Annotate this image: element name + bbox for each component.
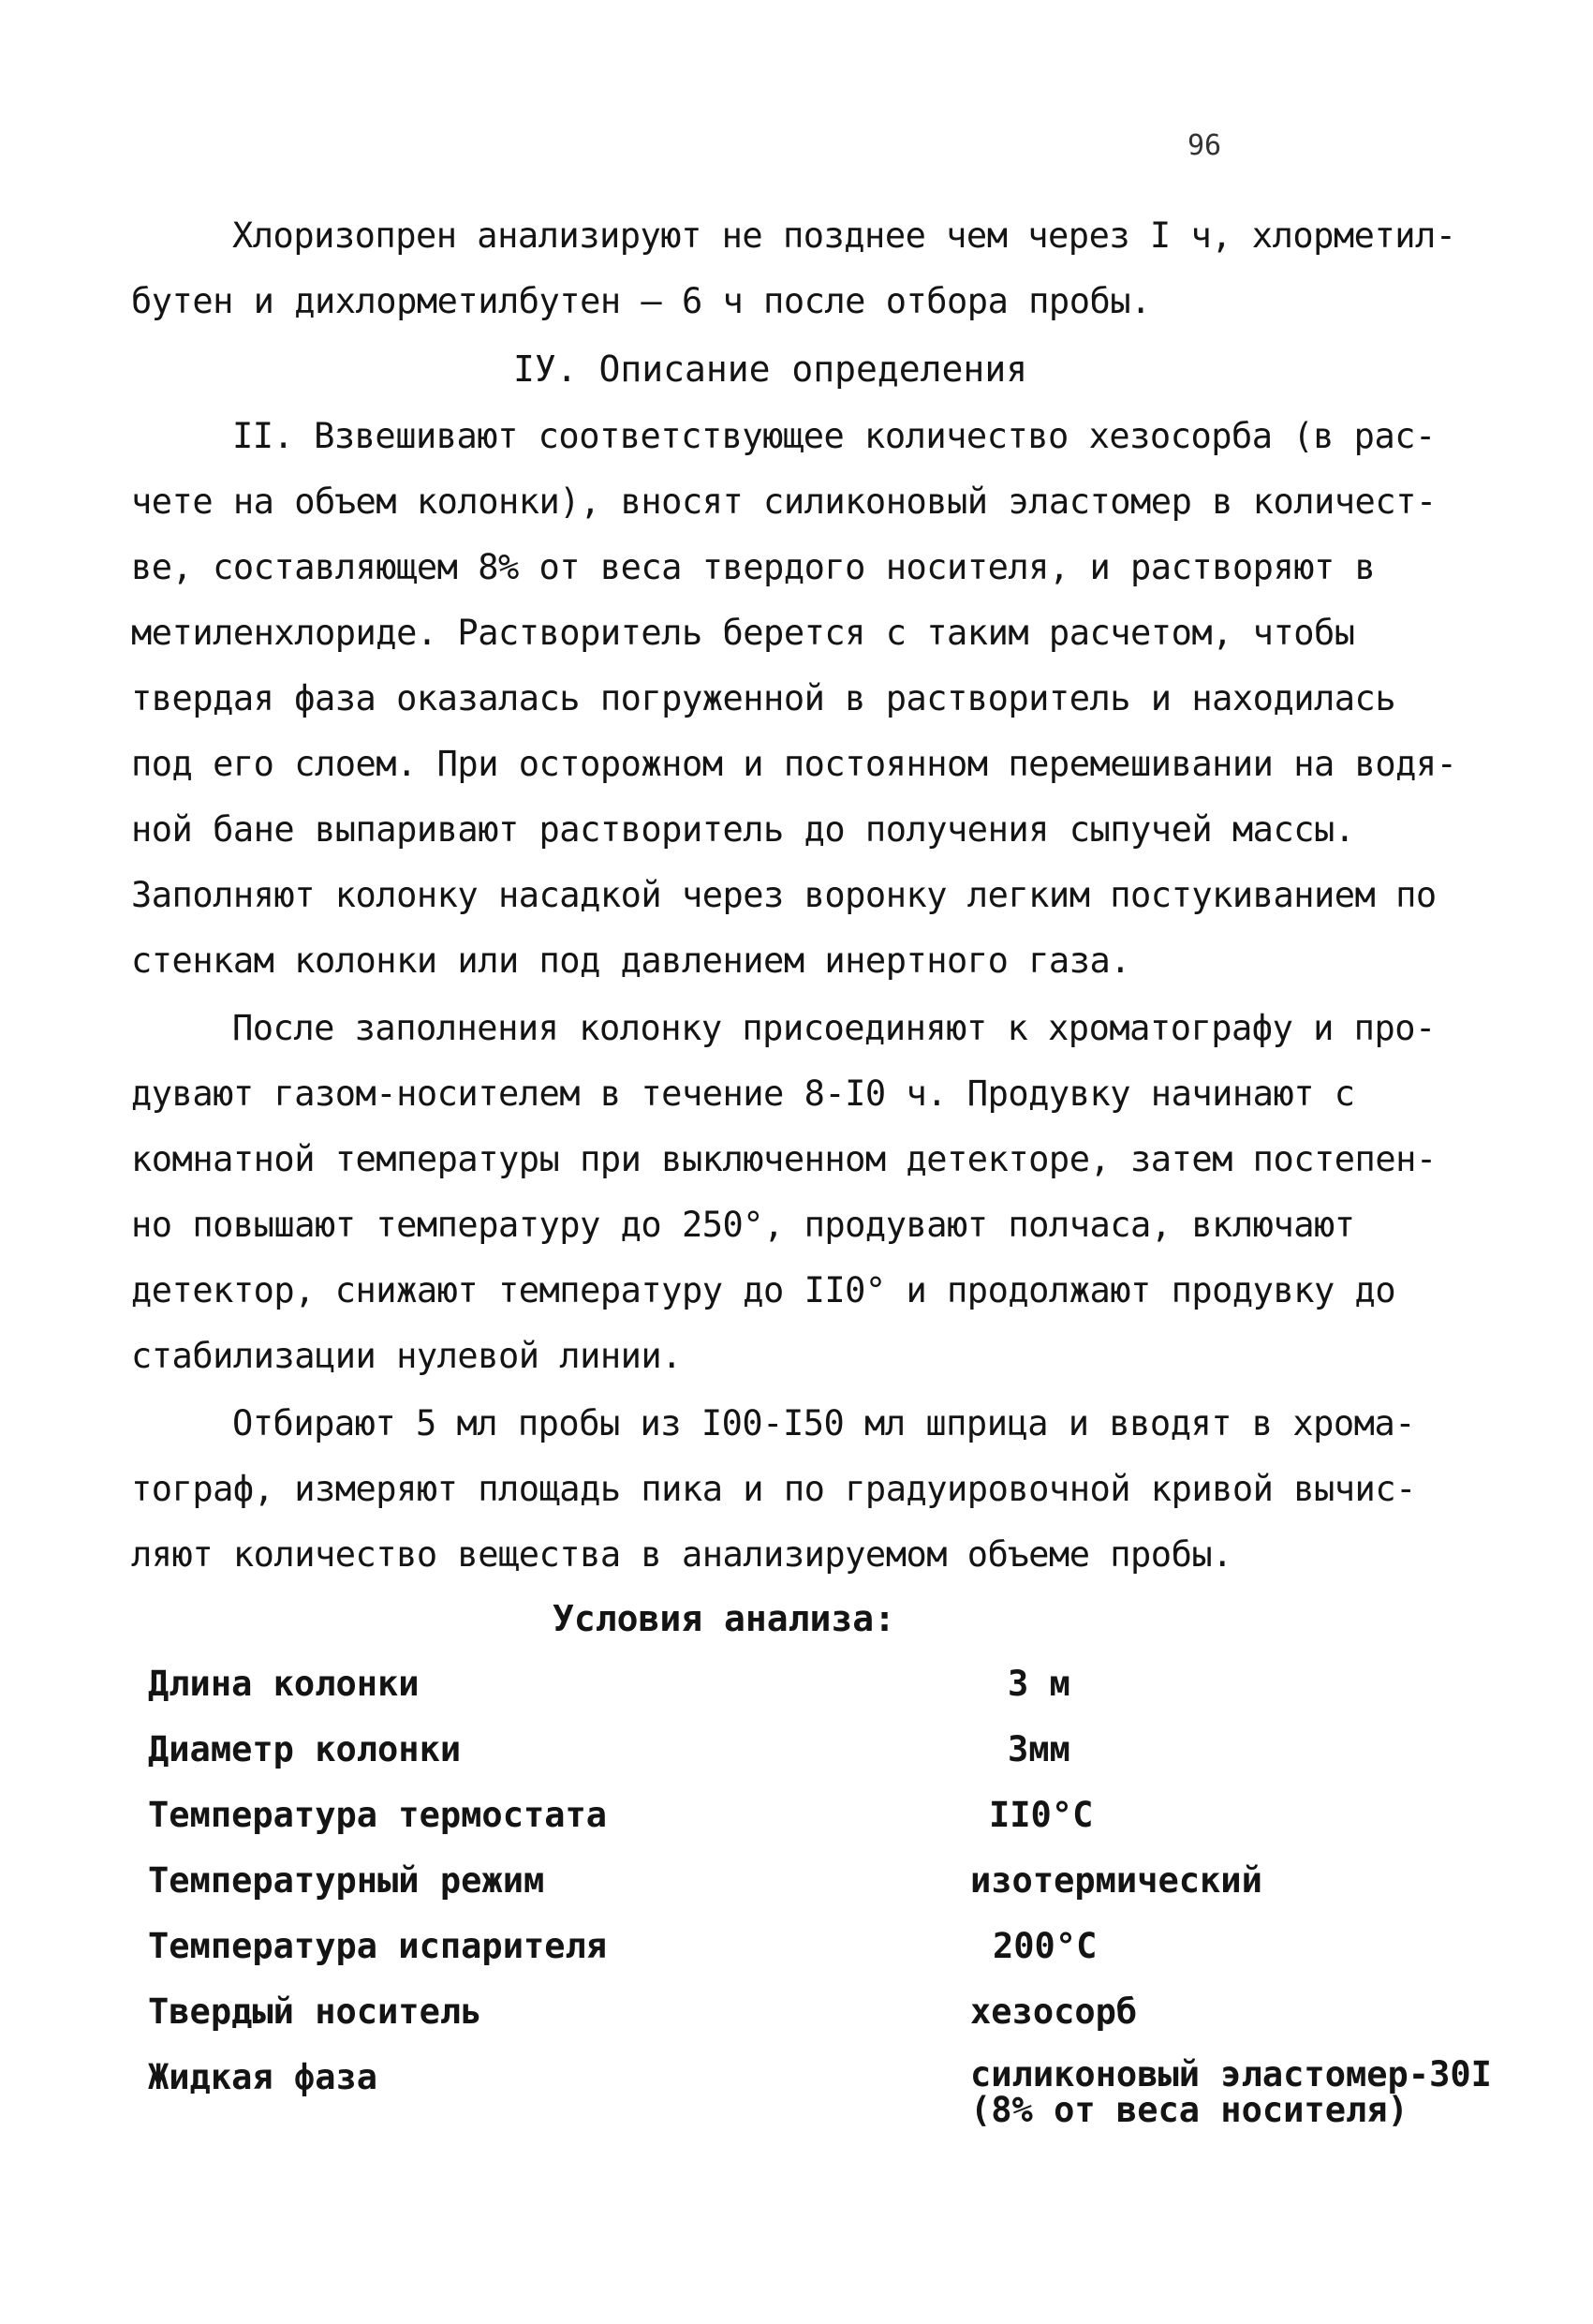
intro-line-2: бутен и дихлорметилбутен – 6 ч после отбора пробы. xyxy=(131,281,1151,321)
intro-line-1: Хлоризопрен анализируют не позднее чем через I ч, хлорметил- xyxy=(232,215,1456,256)
condition-label-evaporator-temperature: Температура испарителя xyxy=(148,1926,608,1966)
paragraph-1-line-3: ве, составляющем 8% от веса твердого носителя, и растворяют в xyxy=(131,547,1376,587)
paragraph-3-line-2: тограф, измеряют площадь пика и по градуировочной кривой вычис- xyxy=(131,1469,1416,1509)
condition-label-thermostat-temperature: Температура термостата xyxy=(148,1795,608,1835)
condition-label-solid-carrier: Твердый носитель xyxy=(148,1991,482,2032)
condition-value-temperature-mode: изотермический xyxy=(970,1860,1262,1901)
condition-value-solid-carrier: хезосорб xyxy=(970,1991,1138,2032)
condition-value-liquid-phase: силиконовый эластомер-30I xyxy=(970,2054,1492,2095)
paragraph-3-line-3: ляют количество вещества в анализируемом объеме пробы. xyxy=(131,1534,1232,1575)
paragraph-3-line-1: Отбирают 5 мл пробы из I00-I50 мл шприца и вводят в хрома- xyxy=(232,1403,1416,1443)
condition-value-liquid-phase-note: (8% от веса носителя) xyxy=(970,2090,1409,2130)
paragraph-2-line-1: После заполнения колонку присоединяют к хроматографу и про- xyxy=(232,1008,1436,1048)
paragraph-1-line-8: Заполняют колонку насадкой через воронку легким постукиванием по xyxy=(131,875,1437,915)
conditions-title: Условия анализа: xyxy=(553,1598,896,1639)
page-number: 96 xyxy=(1187,129,1222,162)
paragraph-2-line-2: дувают газом-носителем в течение 8-I0 ч. Продувку начинают с xyxy=(131,1073,1355,1114)
paragraph-1-line-6: под его слоем. При осторожном и постоянном перемешивании на водя- xyxy=(131,744,1457,784)
condition-value-thermostat-temperature: II0°C xyxy=(989,1795,1094,1835)
condition-value-column-diameter: 3мм xyxy=(1008,1729,1070,1769)
paragraph-2-line-5: детектор, снижают температуру до II0° и продолжают продувку до xyxy=(131,1270,1396,1310)
paragraph-1-line-5: твердая фаза оказалась погруженной в растворитель и находилась xyxy=(131,678,1396,718)
condition-label-temperature-mode: Температурный режим xyxy=(148,1860,545,1901)
condition-label-column-diameter: Диаметр колонки xyxy=(148,1729,462,1769)
condition-value-evaporator-temperature: 200°C xyxy=(993,1926,1098,1966)
paragraph-2-line-3: комнатной температуры при выключенном детекторе, затем постепен- xyxy=(131,1139,1437,1179)
paragraph-1-line-1: II. Взвешивают соответствующее количество хезосорба (в рас- xyxy=(232,416,1436,456)
paragraph-2-line-6: стабилизации нулевой линии. xyxy=(131,1336,682,1376)
paragraph-1-line-7: ной бане выпаривают растворитель до получения сыпучей массы. xyxy=(131,809,1355,850)
paragraph-2-line-4: но повышают температуру до 250°, продувают полчаса, включают xyxy=(131,1205,1355,1245)
condition-value-column-length: 3 м xyxy=(1008,1664,1070,1704)
condition-label-liquid-phase: Жидкая фаза xyxy=(148,2057,378,2097)
condition-label-column-length: Длина колонки xyxy=(148,1664,420,1704)
paragraph-1-line-2: чете на объем колонки), вносят силиконовый эластомер в количест- xyxy=(131,481,1437,522)
section-heading: IУ. Описание определения xyxy=(513,348,1028,390)
paragraph-1-line-4: метиленхлориде. Растворитель берется с таким расчетом, чтобы xyxy=(131,613,1355,653)
paragraph-1-line-9: стенкам колонки или под давлением инертного газа. xyxy=(131,940,1131,981)
